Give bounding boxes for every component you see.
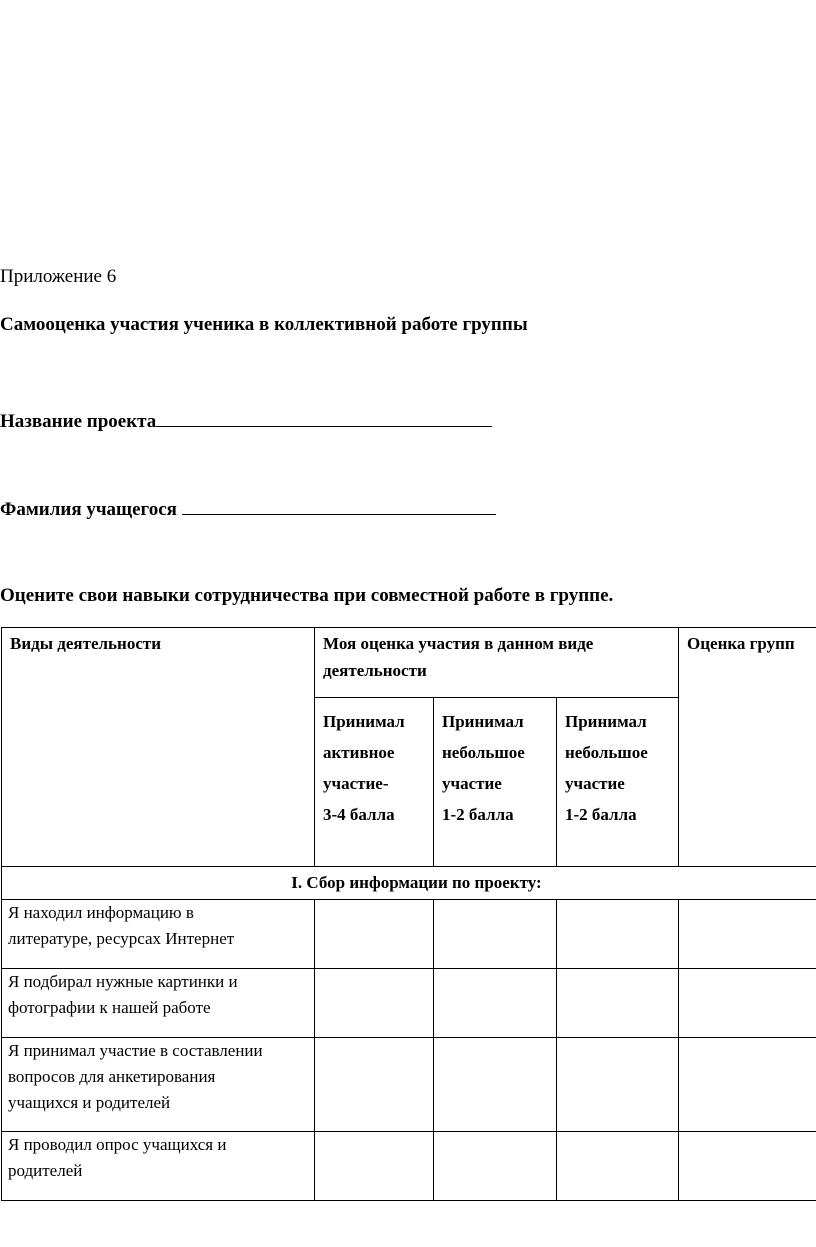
subheader-line: Принимал — [442, 712, 524, 731]
score-cell[interactable] — [557, 1132, 679, 1201]
subheader-line: небольшое — [442, 743, 525, 762]
table-row — [2, 1132, 816, 1201]
subheader-line: Принимал — [323, 712, 405, 731]
activity-line: Я подбирал нужные картинки и — [8, 972, 238, 991]
activity-cell — [2, 1038, 315, 1132]
activity-line: родителей — [8, 1161, 83, 1180]
activity-line: литературе, ресурсах Интернет — [8, 929, 235, 948]
subheader-line: небольшое — [565, 743, 648, 762]
activity-line: Я находил информацию в — [8, 903, 194, 922]
score-cell[interactable] — [315, 1038, 434, 1132]
subheader-line: 3-4 балла — [323, 805, 395, 824]
student-name-label: Фамилия учащегося — [0, 499, 182, 520]
instruction-text: Оцените свои навыки сотрудничества при совместной работе в группе. — [0, 585, 614, 606]
header-group-assessment: Оценка групп — [679, 628, 816, 867]
subheader-line: активное — [323, 743, 395, 762]
group-score-cell[interactable] — [679, 1038, 816, 1132]
activity-cell — [2, 1132, 315, 1201]
activity-line: учащихся и родителей — [8, 1093, 171, 1112]
activity-line: Я проводил опрос учащихся и — [8, 1135, 227, 1154]
table-header-row — [2, 628, 816, 698]
score-cell[interactable] — [434, 1038, 557, 1132]
document-title: Самооценка участия ученика в коллективной работе группы — [0, 314, 528, 335]
self-assessment-table — [1, 627, 816, 1201]
project-name-blank — [156, 406, 492, 427]
subheader-line: участие — [565, 774, 625, 793]
activity-cell — [2, 900, 315, 969]
subheader-line: Принимал — [565, 712, 647, 731]
activity-line: фотографии к нашей работе — [8, 998, 211, 1017]
activity-cell — [2, 969, 315, 1038]
group-score-cell[interactable] — [679, 900, 816, 969]
subheader-active — [315, 698, 434, 867]
subheader-line: участие- — [323, 774, 389, 793]
score-cell[interactable] — [315, 900, 434, 969]
subheader-small-2 — [557, 698, 679, 867]
score-cell[interactable] — [557, 969, 679, 1038]
score-cell[interactable] — [434, 900, 557, 969]
section-row — [2, 867, 816, 900]
header-activity: Виды деятельности — [2, 628, 315, 867]
subheader-line: 1-2 балла — [442, 805, 514, 824]
header-self-assessment: Моя оценка участия в данном виде деятельности — [315, 628, 679, 698]
table-row — [2, 969, 816, 1038]
activity-line: вопросов для анкетирования — [8, 1067, 216, 1086]
activity-line: Я принимал участие в составлении — [8, 1041, 263, 1060]
score-cell[interactable] — [315, 1132, 434, 1201]
subheader-line: участие — [442, 774, 502, 793]
score-cell[interactable] — [557, 1038, 679, 1132]
table-row — [2, 1038, 816, 1132]
group-score-cell[interactable] — [679, 969, 816, 1038]
score-cell[interactable] — [434, 969, 557, 1038]
score-cell[interactable] — [315, 969, 434, 1038]
subheader-line: 1-2 балла — [565, 805, 637, 824]
appendix-label: Приложение 6 — [0, 266, 117, 287]
project-name-field — [0, 406, 492, 433]
score-cell[interactable] — [434, 1132, 557, 1201]
student-name-blank — [182, 494, 496, 515]
subheader-small-1 — [434, 698, 557, 867]
table-row — [2, 900, 816, 969]
student-name-field — [0, 494, 496, 521]
section-title: I. Сбор информации по проекту: — [2, 867, 816, 900]
group-score-cell[interactable] — [679, 1132, 816, 1201]
score-cell[interactable] — [557, 900, 679, 969]
project-name-label: Название проекта — [0, 411, 157, 432]
